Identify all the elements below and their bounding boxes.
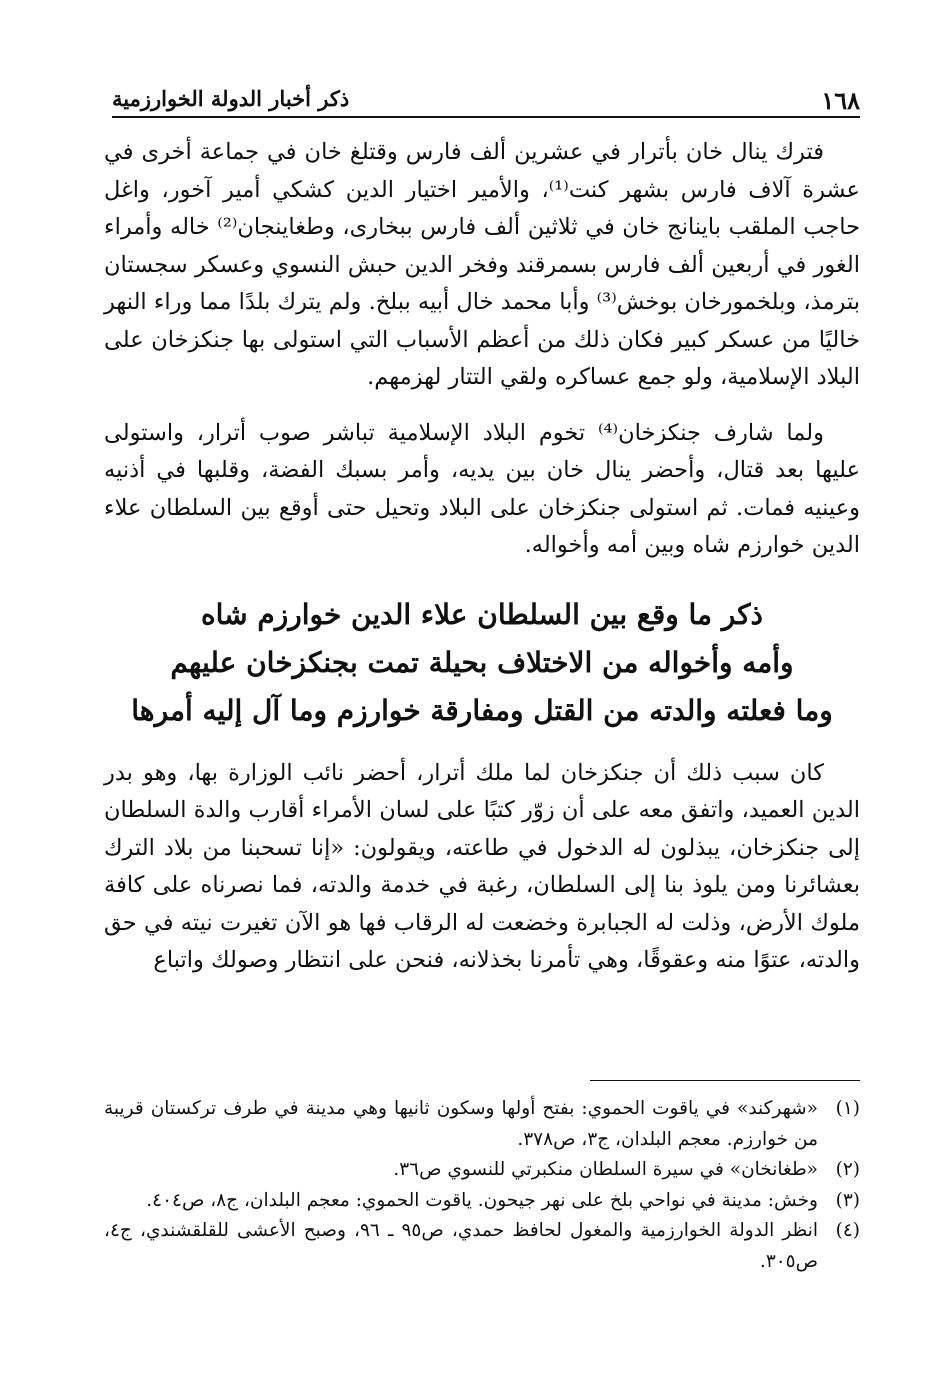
paragraph: فترك ينال خان بأترار في عشرين ألف فارس وقتلغ خان في جماعة أخرى في عشرة آلاف فارس بشهر كنت⁽¹⁾، والأمير اختيار الدين كشكي أمير آخور، واغل حاجب الملقب باينانج خان في ثلاثين ألف فارس ببخارى، وطغاينجان⁽²⁾ خاله وأمراء الغور في أربعين ألف فارس بسمرقند وفخر الدين حبش النسوي وعسكر سجستان بترمذ، وبلخمورخان بوخش⁽³⁾ وأبا محمد خال أبيه ببلخ. ولم يترك بلدًا مما وراء النهر خاليًا من عسكر كبير فكان ذلك من أعظم الأسباب التي استولى بها جنكزخان على البلاد الإسلامية، ولو جمع عساكره ولقي التتار لهزمهم. [104, 139, 860, 390]
paragraph: ولما شارف جنكزخان⁽⁴⁾ تخوم البلاد الإسلامية تباشر صوب أترار، واستولى عليها بعد قتال، وأحضر ينال خان بين يديه، وأمر بسبك الفضة، وقلبها في أذنيه وعينيه فمات. ثم استولى جنكزخان على البلاد وتحيل حتى أوقع بين السلطان علاء الدين خوارزم شاه وبين أمه وأخواله. [104, 419, 860, 558]
footnotes [104, 1094, 860, 1277]
footnote-number: (١) [835, 1098, 860, 1119]
footnote-divider [590, 1080, 860, 1081]
section-heading [104, 591, 860, 735]
footnote-number: (٣) [835, 1189, 860, 1211]
page-number: ١٦٨ [821, 86, 860, 115]
running-title: ذكر أخبار الدولة الخوارزمية [112, 86, 350, 111]
footnote [104, 1216, 860, 1277]
main-text [104, 134, 860, 980]
footnote-text: «شهركند» في ياقوت الحموي: بفتح أولها وسكون ثانيها وهي مدينة في طرف تركستان قريبة من خوارزم. معجم البلدان، ج٣، ص٣٧٨. [104, 1098, 818, 1150]
footnote-text: وخش: مدينة في نواحي بلخ على نهر جيحون. ياقوت الحموي: معجم البلدان، ج٨، ص٤٠٤. [146, 1189, 818, 1211]
running-header [112, 76, 860, 118]
footnote-number: (٢) [835, 1159, 860, 1180]
footnote [104, 1094, 860, 1155]
heading-line: وما فعلته والدته من القتل ومفارقة خوارزم وما آل إليه أمرها [131, 693, 833, 727]
heading-line: وأمه وأخواله من الاختلاف بحيلة تمت بجنكزخان عليهم [170, 645, 794, 679]
heading-line: ذكر ما وقع بين السلطان علاء الدين خوارزم شاه [200, 597, 764, 631]
paragraph: كان سبب ذلك أن جنكزخان لما ملك أترار، أحضر نائب الوزارة بها، وهو بدر الدين العميد، واتفق معه على أن زوّر كتبًا على لسان الأمراء أقارب والدة السلطان إلى جنكزخان، يبذلون له الدخول في طاعته، ويقولون: «إنا تسحبنا من بلاد الترك بعشائرنا ومن يلوذ بنا إلى السلطان، رغبة في خدمة والدته، فما نصرناه على كافة ملوك الأرض، وذلت له الجبابرة وخضعت له الرقاب فها هو الآن تغيرت نيته في حق والدته، عتوًا منه وعقوقًا، وهي تأمرنا بخذلانه، فنحن على انتظار وصولك واتباع [104, 759, 860, 973]
footnote-text: انظر الدولة الخوارزمية والمغول لحافظ حمدي، ص٩٥ ـ ٩٦، وصبح الأعشى للقلقشندي، ج٤، ص٣٠٥. [104, 1220, 819, 1272]
footnote-number: (٤) [835, 1220, 860, 1241]
footnote-text: «طغانخان» في سيرة السلطان منكبرتي للنسوي ص٣٦. [393, 1159, 818, 1180]
footnote [104, 1155, 860, 1186]
footnote [104, 1186, 860, 1217]
